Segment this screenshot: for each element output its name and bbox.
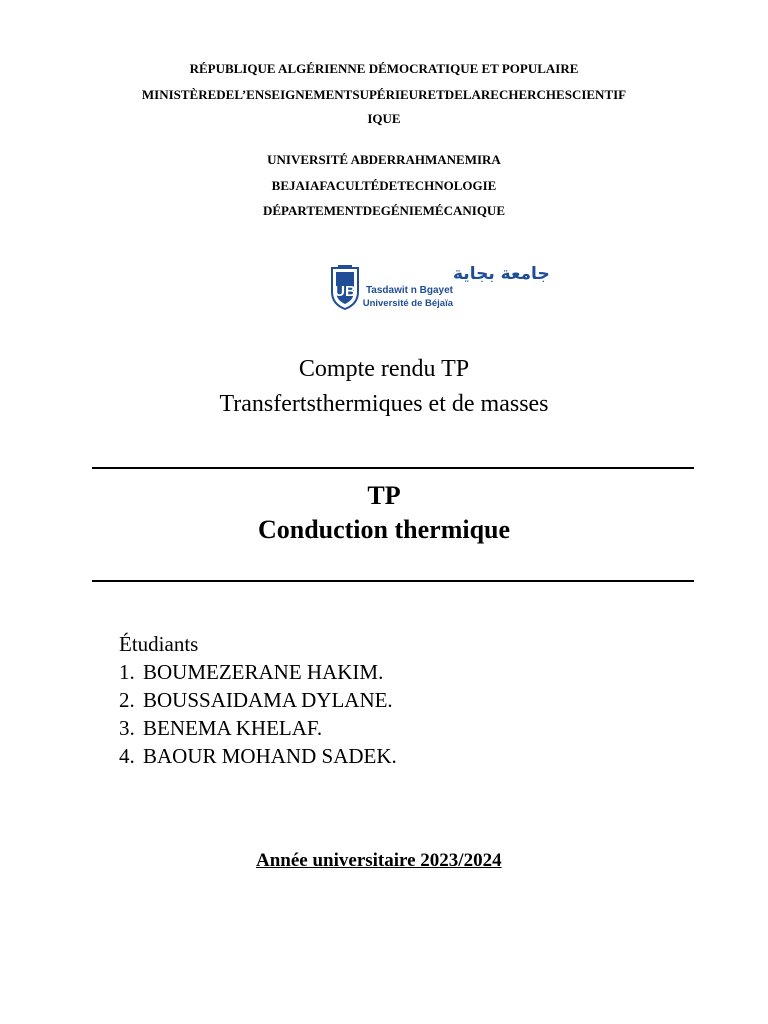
student-number: 1.: [119, 660, 135, 684]
student-name: BOUMEZERANE HAKIM.: [143, 660, 384, 684]
list-item: [119, 658, 397, 686]
academic-year: Année universitaire 2023/2024: [256, 850, 502, 871]
tp-label: TP: [367, 481, 401, 510]
logo-tamazight-name: Tasdawit n Bgayet: [365, 285, 453, 296]
list-item: [119, 714, 397, 742]
divider-top: [92, 467, 694, 469]
logo-arabic-name: جامعة بجاية: [453, 264, 550, 284]
header-university: UNIVERSITÉ ABDERRAHMANEMIRA: [267, 152, 501, 167]
header-ministry-cont: IQUE: [367, 111, 401, 126]
logo-french-name: Université de Béjaïa: [362, 298, 453, 309]
header-republic: RÉPUBLIQUE ALGÉRIENNE DÉMOCRATIQUE ET POPULAIRE: [189, 61, 579, 76]
student-number: 3.: [119, 716, 135, 740]
course-name: Transfertsthermiques et de masses: [219, 391, 549, 417]
emblem-letters: UB: [334, 283, 356, 300]
list-item: [119, 686, 397, 714]
header-faculty: BEJAIAFACULTÉDETECHNOLOGIE: [271, 178, 497, 193]
student-number: 4.: [119, 744, 135, 768]
report-type: Compte rendu TP: [298, 356, 470, 382]
student-name: BOUSSAIDAMA DYLANE.: [143, 688, 393, 712]
university-logo: [329, 262, 550, 312]
tp-title: Conduction thermique: [257, 515, 511, 544]
university-emblem-icon: [329, 262, 550, 312]
student-name: BENEMA KHELAF.: [143, 716, 323, 740]
divider-bottom: [92, 580, 694, 582]
students-heading: Étudiants: [119, 632, 199, 656]
list-item: [119, 742, 397, 770]
student-number: 2.: [119, 688, 135, 712]
student-name: BAOUR MOHAND SADEK.: [143, 744, 397, 768]
header-department: DÉPARTEMENTDEGÉNIEMÉCANIQUE: [263, 203, 505, 218]
header-ministry: MINISTÈREDEL’ENSEIGNEMENTSUPÉRIEURETDELARECHERCHESCIENTIF: [141, 87, 627, 102]
students-section: [119, 630, 397, 770]
